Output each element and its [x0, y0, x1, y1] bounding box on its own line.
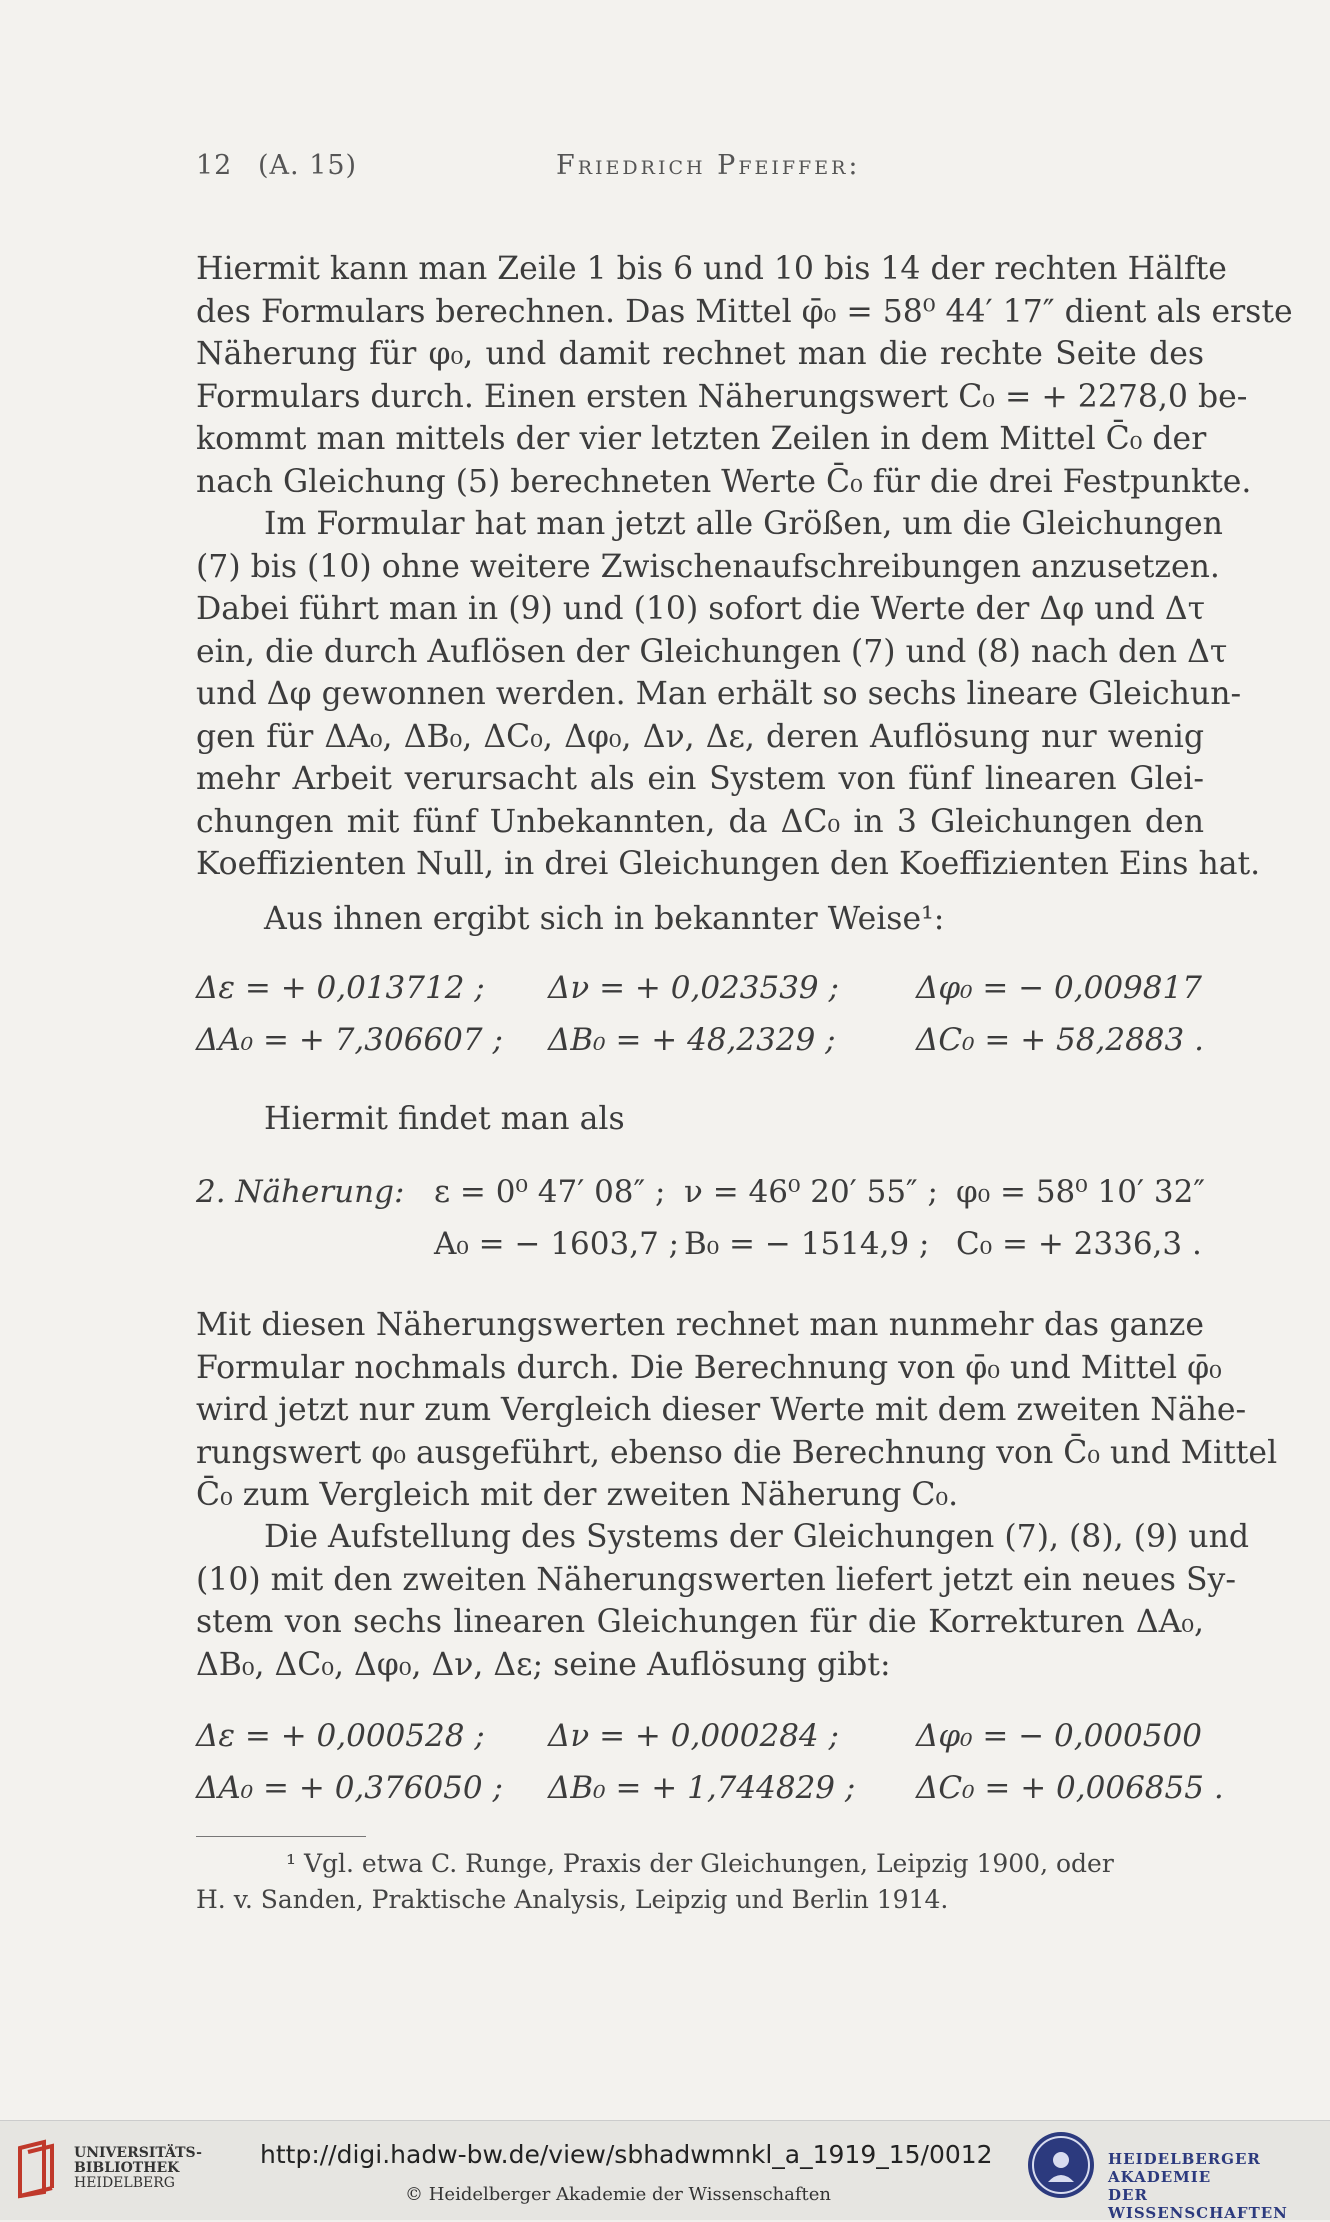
approximation-row: [196, 1226, 1204, 1270]
library-line: BIBLIOTHEK: [74, 2160, 180, 2176]
paragraph-3: [196, 898, 1204, 941]
text-line: (10) mit den zweiten Näherungswerten liefert jetzt ein neues Sy-: [196, 1561, 1236, 1598]
text-line: Dabei führt man in (9) und (10) sofort die Werte der Δφ und Δτ: [196, 591, 1206, 627]
paragraph-5: [196, 1304, 1278, 1517]
text-line: rungswert φ₀ ausgeführt, ebenso die Berechnung von C̄₀ und Mittel: [196, 1434, 1278, 1471]
author-name: Friedrich Pfeiffer:: [556, 150, 861, 181]
equation-cell: Δε = + 0,000528 ;: [196, 1718, 485, 1754]
text-line: Koeffizienten Null, in drei Gleichungen den Koeffizienten Eins hat.: [196, 846, 1261, 882]
text-line: gen für ΔA₀, ΔB₀, ΔC₀, Δφ₀, Δν, Δε, deren Auflösung nur wenig: [196, 718, 1204, 755]
equation-cell: ΔB₀ = + 1,744829 ;: [548, 1770, 856, 1806]
text-line: Die Aufstellung des Systems der Gleichungen (7), (8), (9) und: [264, 1519, 1250, 1555]
permalink-url[interactable]: http://digi.hadw-bw.de/view/sbhadwmnkl_a_1919_15/0012: [260, 2140, 993, 2169]
equation-cell: ΔC₀ = + 0,006855 .: [916, 1770, 1224, 1806]
academy-seal-icon: [1028, 2132, 1094, 2198]
equation-cell: Δφ₀ = − 0,009817: [916, 970, 1202, 1006]
footnote-line: ¹ Vgl. etwa C. Runge, Praxis der Gleichungen, Leipzig 1900, oder: [286, 1849, 1114, 1878]
text-line: Formular nochmals durch. Die Berechnung von φ̄₀ und Mittel φ̄₀: [196, 1349, 1222, 1386]
text-line: mehr Arbeit verursacht als ein System von fünf linearen Glei-: [196, 761, 1204, 797]
equation-cell: ε = 0⁰ 47′ 08″ ;: [434, 1174, 666, 1210]
text-line: Näherung für φ₀, und damit rechnet man die rechte Seite des: [196, 336, 1204, 372]
equation-cell: Δε = + 0,013712 ;: [196, 970, 485, 1006]
text-line: C̄₀ zum Vergleich mit der zweiten Näherung C₀.: [196, 1477, 959, 1513]
equation-cell: Δφ₀ = − 0,000500: [916, 1718, 1202, 1754]
paragraph-2: [196, 503, 1261, 886]
equation-cell: A₀ = − 1603,7 ;: [434, 1226, 680, 1262]
text-line: Hiermit findet man als: [264, 1101, 625, 1137]
text-line: chungen mit fünf Unbekannten, da ΔC₀ in 3 Gleichungen den: [196, 803, 1204, 840]
academy-line: DER WISSENSCHAFTEN: [1108, 2186, 1288, 2222]
paragraph-4: [196, 1098, 1204, 1141]
equation-cell: Δν = + 0,023539 ;: [548, 970, 839, 1006]
text-line: nach Gleichung (5) berechneten Werte C̄₀ für die drei Festpunkte.: [196, 463, 1252, 500]
text-line: Formulars durch. Einen ersten Näherungswert C₀ = + 2278,0 be-: [196, 378, 1248, 415]
text-line: stem von sechs linearen Gleichungen für die Korrekturen ΔA₀,: [196, 1604, 1204, 1640]
text-line: kommt man mittels der vier letzten Zeilen in dem Mittel C̄₀ der: [196, 421, 1207, 457]
equation-cell: ΔA₀ = + 0,376050 ;: [196, 1770, 503, 1806]
library-name: [74, 2146, 202, 2191]
equation-cell: ν = 46⁰ 20′ 55″ ;: [684, 1174, 938, 1210]
paragraph-1: [196, 248, 1293, 503]
equation-cell: φ₀ = 58⁰ 10′ 32″: [956, 1174, 1205, 1210]
academy-name: [1108, 2150, 1330, 2222]
text-line: ΔB₀, ΔC₀, Δφ₀, Δν, Δε; seine Auflösung gibt:: [196, 1646, 891, 1683]
equation-cell: C₀ = + 2336,3 .: [956, 1226, 1202, 1262]
copyright-notice: © Heidelberger Akademie der Wissenschaften: [405, 2184, 831, 2205]
equation-cell: Δν = + 0,000284 ;: [548, 1718, 839, 1754]
text-line: und Δφ gewonnen werden. Man erhält so sechs lineare Gleichun-: [196, 676, 1242, 712]
equation-cell: ΔA₀ = + 7,306607 ;: [196, 1022, 503, 1058]
approximation-row: [196, 1174, 1204, 1218]
equation-cell: ΔB₀ = + 48,2329 ;: [548, 1022, 836, 1058]
text-line: Im Formular hat man jetzt alle Größen, um die Gleichungen: [264, 506, 1223, 542]
library-line: UNIVERSITÄTS-: [74, 2145, 202, 2161]
academy-line: HEIDELBERGER AKADEMIE: [1108, 2150, 1261, 2186]
equation-row: [196, 1022, 1204, 1066]
equation-cell: B₀ = − 1514,9 ;: [684, 1226, 930, 1262]
footnote-line: H. v. Sanden, Praktische Analysis, Leipzig und Berlin 1914.: [196, 1885, 949, 1914]
equation-row: [196, 1770, 1224, 1814]
section-ref: (A. 15): [258, 150, 358, 181]
library-line: HEIDELBERG: [74, 2175, 175, 2191]
footnote: [196, 1846, 1204, 1918]
equation-row: [196, 970, 1204, 1014]
library-logo-icon: [14, 2138, 64, 2200]
equation-cell: ΔC₀ = + 58,2883 .: [916, 1022, 1204, 1058]
text-line: Hiermit kann man Zeile 1 bis 6 und 10 bis 14 der rechten Hälfte: [196, 251, 1227, 287]
text-line: Aus ihnen ergibt sich in bekannter Weise¹:: [264, 901, 945, 937]
paragraph-6: [196, 1516, 1250, 1686]
text-line: wird jetzt nur zum Vergleich dieser Werte mit dem zweiten Nähe-: [196, 1392, 1247, 1428]
equation-row: [196, 1718, 1204, 1762]
approximation-label: 2. Näherung:: [196, 1174, 405, 1210]
footnote-rule: [196, 1836, 366, 1837]
text-line: des Formulars berechnen. Das Mittel φ̄₀ = 58⁰ 44′ 17″ dient als erste: [196, 293, 1293, 330]
text-line: (7) bis (10) ohne weitere Zwischenaufschreibungen anzusetzen.: [196, 548, 1220, 585]
text-line: Mit diesen Näherungswerten rechnet man nunmehr das ganze: [196, 1307, 1204, 1343]
seal-emblem-icon: [1028, 2132, 1094, 2198]
text-line: ein, die durch Auflösen der Gleichungen (7) und (8) nach den Δτ: [196, 633, 1228, 670]
page-number: 12: [196, 150, 233, 181]
